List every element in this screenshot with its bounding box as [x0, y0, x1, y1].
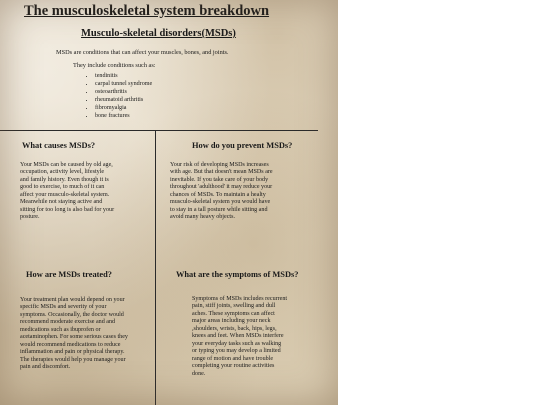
- text-line: to stay in a tall posture while sitting and: [170, 206, 268, 213]
- list-item: • fibromyalgia: [95, 105, 152, 113]
- prevent-heading: How do you prevent MSDs?: [192, 141, 293, 150]
- text-line: pain, stiff joints, swelling and dull: [192, 303, 276, 310]
- text-line: good to exercise, to much of it can: [20, 184, 105, 191]
- text-line: or typing you may develop a limited: [192, 348, 281, 355]
- text-line: inevitable. If you take care of your body: [170, 176, 269, 183]
- page-subtitle: Musculo-skeletal disorders(MSDs): [81, 28, 236, 39]
- treated-text: [20, 297, 128, 372]
- conditions-intro: They include conditions such as:: [73, 62, 156, 69]
- text-line: recommend moderate exercise and and: [20, 319, 116, 326]
- text-line: chances of MSDs. To maintain a healty: [170, 191, 266, 198]
- vertical-divider: [155, 130, 156, 405]
- text-line: occupation, activity level, lifestyle: [20, 169, 105, 176]
- text-line: acetaminophen. For some serious cases they: [20, 334, 128, 341]
- text-line: musculo-skeletal system you would have: [170, 199, 271, 206]
- text-line: affect your musculo-skeletal system.: [20, 191, 110, 198]
- page-title: The musculoskeletal system breakdown: [24, 3, 270, 19]
- text-line: would recommend medications to reduce: [20, 341, 121, 348]
- text-line: done.: [192, 370, 206, 377]
- text-line: aches. These symptoms can affect: [192, 310, 275, 317]
- list-item: • osteoarthritis: [95, 89, 152, 97]
- text-line: Meanwhile not staying active and: [20, 199, 103, 206]
- text-line: major areas including your neck: [192, 318, 271, 325]
- text-line: Your risk of developing MSDs increases: [170, 162, 269, 168]
- text-line: inflammation and pain or physical therapy.: [20, 349, 125, 356]
- text-line: ,shoulders, wrists, back, hips, legs,: [192, 325, 277, 332]
- text-line: specific MSDs and severity of your: [20, 304, 107, 311]
- text-line: Your treatment plan would depend on your: [20, 297, 125, 303]
- text-line: sitting for too long is also bad for your: [20, 206, 115, 213]
- text-line: with age. But that doesn't mean MSDs are: [170, 169, 273, 176]
- text-line: symptoms. Occasionally, the doctor would: [20, 311, 124, 318]
- horizontal-divider: [0, 130, 318, 131]
- text-line: avoid many heavy objects.: [170, 214, 235, 221]
- prevent-text: [170, 162, 273, 222]
- text-line: and family history. Even though it is: [20, 176, 109, 183]
- text-line: throughout 'adulthood' it may reduce your: [170, 184, 273, 191]
- text-line: pain and discomfort.: [20, 364, 71, 371]
- text-line: range of motion and have trouble: [192, 355, 274, 362]
- list-item: • bone fractures: [95, 113, 152, 121]
- list-item: • tendinitis: [95, 73, 152, 81]
- text-line: Symptoms of MSDs includes recurrent: [192, 296, 288, 302]
- text-line: completing your routine activities: [192, 363, 275, 370]
- list-item: • rheumatoid arthritis: [95, 97, 152, 105]
- text-line: posture.: [20, 214, 40, 221]
- text-line: your everyday tasks such as walking: [192, 340, 282, 347]
- causes-text: [20, 162, 114, 222]
- list-item: • carpal tunnel syndrome: [95, 81, 152, 89]
- treated-heading: How are MSDs treated?: [26, 270, 112, 279]
- intro-text: MSDs are conditions that can affect your muscles, bones, and joints.: [56, 49, 229, 56]
- text-line: The therapies would help you manage your: [20, 356, 126, 363]
- text-line: medications such as ibuprofen or: [20, 326, 101, 333]
- symptoms-heading: What are the symptoms of MSDs?: [176, 270, 299, 279]
- causes-heading: What causes MSDs?: [22, 141, 96, 150]
- text-line: Your MSDs can be caused by old age,: [20, 162, 113, 168]
- symptoms-text: [192, 296, 287, 378]
- text-line: knees and feet. When MSDs interfere: [192, 333, 284, 340]
- conditions-list: [83, 73, 152, 120]
